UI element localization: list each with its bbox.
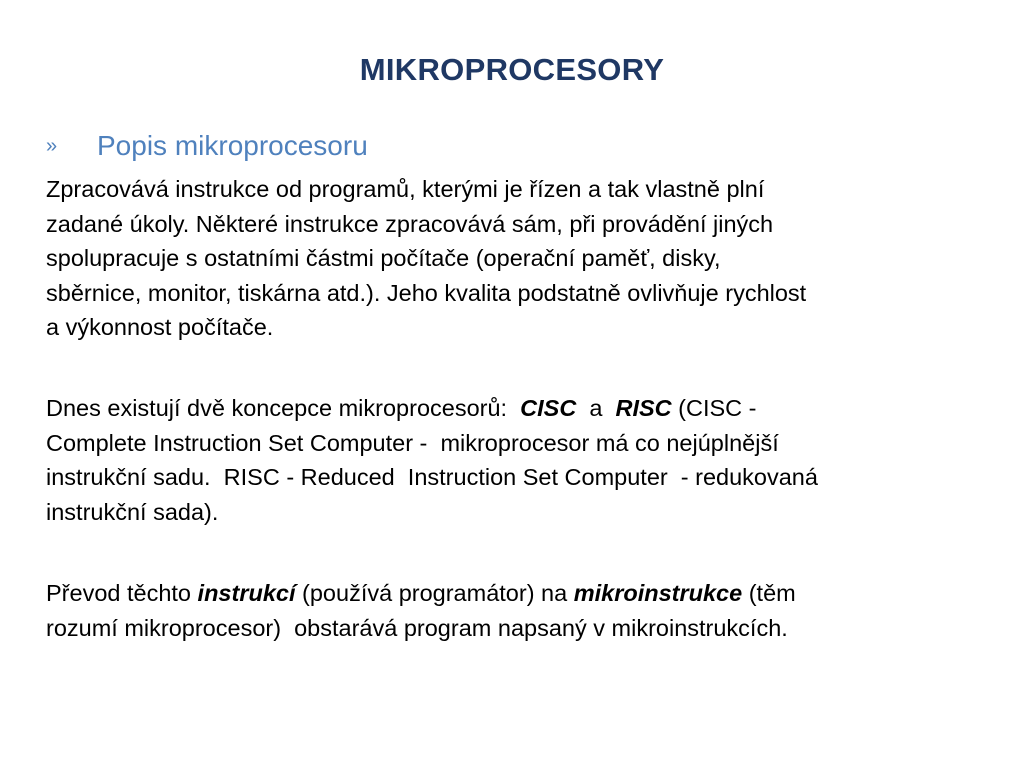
text-run: (těm bbox=[742, 580, 796, 606]
paragraph-line: spolupracuje s ostatními částmi počítače (operační paměť, disky, bbox=[46, 245, 721, 271]
paragraph-line: sběrnice, monitor, tiskárna atd.). Jeho kvalita podstatně ovlivňuje rychlost bbox=[46, 279, 807, 306]
term-cisc: CISC bbox=[520, 395, 577, 421]
paragraph-line: instrukční sadu. RISC - Reduced Instruction Set Computer - redukovaná bbox=[46, 464, 818, 490]
text-run: Dnes existují dvě koncepce mikroprocesorů: bbox=[46, 395, 521, 421]
text-run: (používá programátor) na bbox=[295, 580, 574, 606]
term-risc: RISC bbox=[615, 395, 672, 421]
paragraph-line: a výkonnost počítače. bbox=[46, 314, 274, 340]
text-run: a bbox=[576, 395, 616, 421]
paragraph-line bbox=[46, 391, 996, 426]
paragraph-concepts bbox=[46, 391, 996, 529]
paragraph-line: rozumí mikroprocesor) obstarává program napsaný v mikroinstrukcích. bbox=[46, 614, 788, 641]
bullet-heading bbox=[46, 128, 368, 164]
paragraph-line: instrukční sada). bbox=[46, 498, 219, 525]
term-instrukci: instrukcí bbox=[197, 580, 296, 606]
slide-title: MIKROPROCESORY bbox=[359, 52, 665, 87]
paragraph-line: Zpracovává instrukce od programů, kterými je řízen a tak vlastně plní bbox=[46, 176, 765, 202]
text-run: (CISC - bbox=[671, 395, 757, 421]
paragraph-line: Complete Instruction Set Computer - mikroprocesor má co nejúplnější bbox=[46, 429, 779, 456]
paragraph-line: zadané úkoly. Některé instrukce zpracovává sám, při provádění jiných bbox=[46, 210, 774, 237]
bullet-marker: » bbox=[46, 135, 58, 157]
paragraph-line bbox=[46, 576, 996, 611]
bullet-heading-text: Popis mikroprocesoru bbox=[97, 130, 368, 161]
paragraph-conversion bbox=[46, 576, 996, 645]
term-mikroinstrukce: mikroinstrukce bbox=[573, 580, 743, 606]
text-run: Převod těchto bbox=[46, 580, 198, 606]
paragraph-description bbox=[46, 172, 996, 345]
